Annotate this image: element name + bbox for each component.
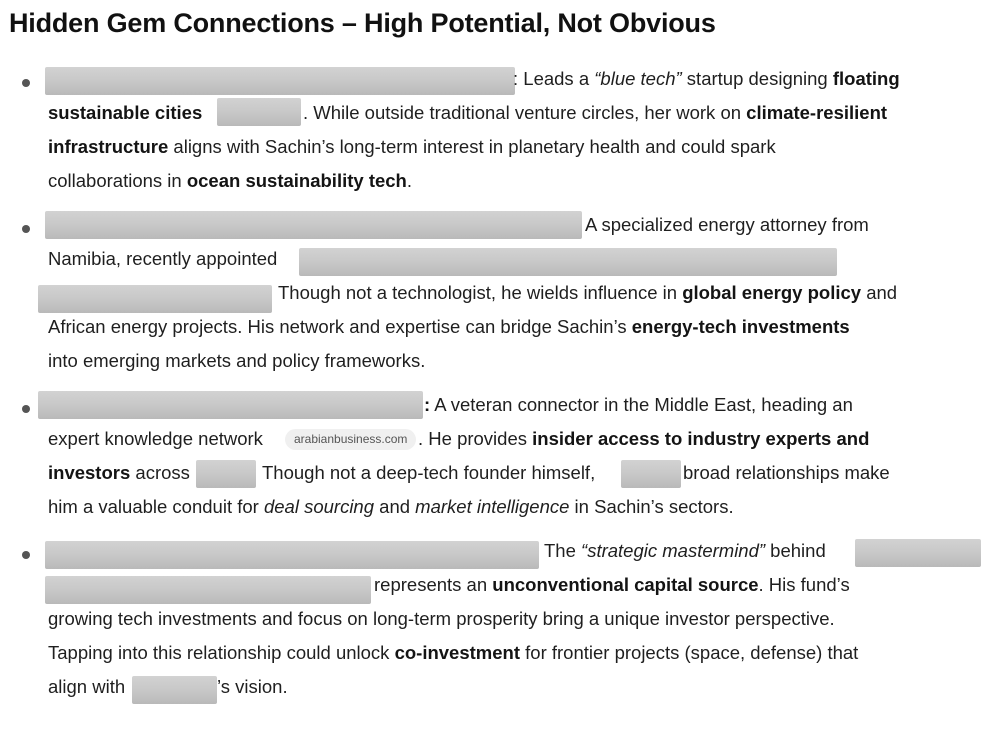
redacted-name (38, 391, 423, 419)
item-3-line-6 (683, 456, 890, 490)
bold-text: investors (48, 462, 131, 483)
item-3-line-5 (262, 456, 595, 490)
item-2-line-2 (48, 242, 277, 276)
bullet-marker (22, 79, 30, 87)
source-chip[interactable]: arabianbusiness.com (285, 429, 416, 450)
text-segment: . He provides (418, 428, 533, 449)
item-2-line-5 (48, 344, 425, 378)
text-segment: broad relationships make (683, 462, 890, 483)
italic-text: “blue tech” (594, 68, 682, 89)
text-segment: aligns with Sachin’s long-term interest in planetary health and could spark (168, 136, 776, 157)
italic-text: market intelligence (415, 496, 570, 517)
text-segment: and (374, 496, 416, 517)
item-3-line-2 (48, 422, 263, 456)
item-2-line-3 (278, 276, 897, 310)
item-3-line-1 (424, 388, 853, 422)
text-segment: Namibia, recently appointed (48, 248, 278, 269)
text-segment: behind (765, 540, 826, 561)
text-segment: . (406, 170, 412, 191)
item-4-line-6 (217, 670, 288, 704)
item-2-line-1 (585, 208, 869, 242)
item-2-line-4 (48, 310, 850, 344)
text-segment: The (544, 540, 582, 561)
item-3-line-3 (418, 422, 869, 456)
redacted-name (45, 211, 582, 239)
text-segment: A veteran connector in the Middle East, heading an (430, 394, 853, 415)
text-segment: : Leads a (513, 68, 595, 89)
item-4-line-5 (48, 670, 125, 704)
text-segment: growing tech investments and focus on long-term prosperity bring a unique investor perspective. (48, 608, 835, 629)
redacted-text (132, 676, 217, 704)
redacted-text (621, 460, 681, 488)
italic-text: deal sourcing (263, 496, 375, 517)
bullet-marker (22, 405, 30, 413)
bold-text: co-investment (394, 642, 520, 663)
item-1-line-3 (303, 96, 887, 130)
bold-text: ocean sustainability tech (186, 170, 407, 191)
redacted-name (45, 541, 539, 569)
bold-text: unconventional capital source (492, 574, 759, 595)
item-4-line-1 (544, 534, 826, 568)
item-1-line-2 (48, 96, 202, 130)
item-1-line-4 (48, 130, 776, 164)
item-3-line-7 (48, 490, 734, 524)
redacted-text (38, 285, 272, 313)
item-4-line-4 (48, 636, 858, 670)
text-segment: . While outside traditional venture circles, her work on (303, 102, 747, 123)
bold-text: insider access to industry experts and (532, 428, 870, 449)
bold-text: floating (832, 68, 900, 89)
bold-text: infrastructure (48, 136, 169, 157)
text-segment: Though not a deep-tech founder himself, (262, 462, 596, 483)
text-segment: Though not a technologist, he wields influence in (278, 282, 683, 303)
italic-text: “strategic mastermind” (581, 540, 766, 561)
item-3-line-4 (48, 456, 190, 490)
bold-text: : (424, 394, 431, 415)
text-segment: and (861, 282, 898, 303)
text-segment: startup designing (681, 68, 833, 89)
bullet-marker (22, 225, 30, 233)
bullet-marker (22, 551, 30, 559)
text-segment: African energy projects. His network and expertise can bridge Sachin’s (48, 316, 632, 337)
item-4-line-3 (48, 602, 835, 636)
text-segment: in Sachin’s sectors. (569, 496, 734, 517)
bold-text: climate-resilient (746, 102, 888, 123)
text-segment: ’s vision. (217, 676, 288, 697)
text-segment: A specialized energy attorney from (585, 214, 869, 235)
text-segment: across (130, 462, 190, 483)
item-4-line-2 (374, 568, 850, 602)
page-title: Hidden Gem Connections – High Potential, Not Obvious (9, 8, 716, 38)
item-1-line-5 (48, 164, 412, 198)
redacted-text (196, 460, 256, 488)
redacted-name (45, 67, 515, 95)
item-1-line-1 (513, 62, 900, 96)
text-segment: represents an (374, 574, 493, 595)
text-segment: Tapping into this relationship could unlock (48, 642, 395, 663)
text-segment: . His fund’s (758, 574, 850, 595)
text-segment: expert knowledge network (48, 428, 263, 449)
redacted-text (855, 539, 981, 567)
bold-text: global energy policy (682, 282, 862, 303)
text-segment: collaborations in (48, 170, 187, 191)
text-segment: into emerging markets and policy frameworks. (48, 350, 426, 371)
redacted-text (217, 98, 301, 126)
redacted-text (299, 248, 837, 276)
bold-text: energy-tech investments (631, 316, 850, 337)
text-segment: for frontier projects (space, defense) that (520, 642, 859, 663)
text-segment: him a valuable conduit for (48, 496, 264, 517)
bold-text: sustainable cities (48, 102, 203, 123)
redacted-text (45, 576, 371, 604)
text-segment: align with (48, 676, 126, 697)
